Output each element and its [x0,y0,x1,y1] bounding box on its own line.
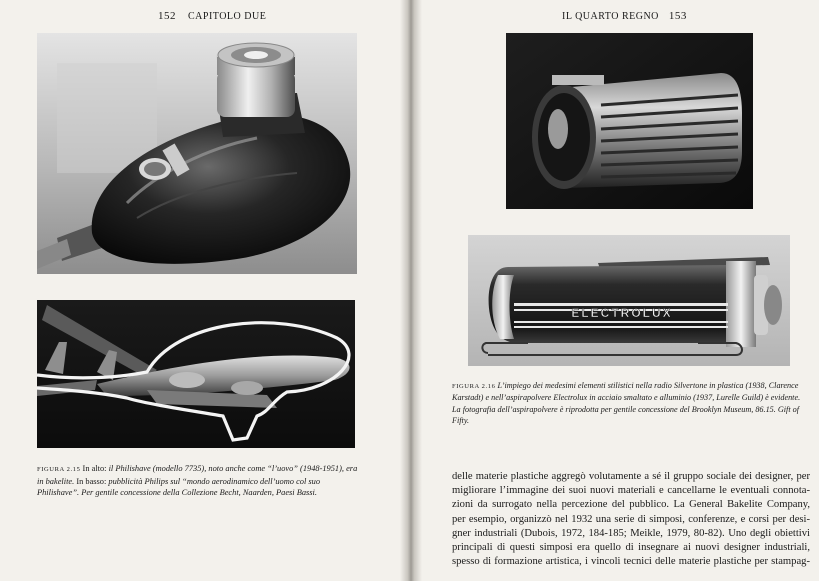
body-line: migliorare l’immagine dei suoi nuovi materiali e cancellarne le eventuali connota- [452,485,810,497]
body-line: zioni da surrogato nella percezione del pubblico. La General Bakelite Company, [452,499,810,511]
body-line: per esempio, organizzò nel 1932 una serie di simposi, conferenze, e corsi per desi- [452,513,810,525]
right-page [412,0,819,581]
body-line: spesso di formazione artistica, i vincoli tecnici delle materie plastiche per stampag- [452,556,810,568]
right-page-number: 153 [668,10,687,22]
body-line: principali di questi simposi era quello di insegnare ai nuovi designer industriali, [452,542,810,554]
right-caption-text: L’impiego dei medesimi elementi stilistici nella radio Silvertone in plastica (1938, Clarence Karstadt) e nell’aspirapolvere Electrolux in acciaio smaltato e alluminio (1937, Lurelle Guild) è evidente. La fotografia dell’aspirapolvere è riprodotta per gentile concessione del Brooklyn Museum, 86.15. Gift of Fifty. [452,381,801,426]
caption-part-2: pubblicità Philips sul “mondo aerodinamico dell’uomo col suo Philishave”. Per gentile concessione della Collezione Becht, Naarden, Paesi Bassi. [37,476,321,497]
shaver-photo [37,33,357,274]
right-figure-caption [452,380,804,427]
right-running-head [562,10,687,22]
left-running-head [158,10,266,22]
right-chapter-title: IL QUARTO REGNO [562,11,659,22]
vacuum-photo [468,235,790,366]
airplane-photo [37,300,355,448]
caption-part-1: il Philishave (modello 7735), noto anche come “l’uovo” (1948-1951), era in bakelite. [37,464,358,486]
body-line: gner industriali (Dubois, 1972, 184-185; Meikle, 1979, 80-82). Uno degli obiettivi [452,527,810,539]
electrolux-wordmark: ELECTROLUX [571,306,673,320]
left-page [0,0,408,581]
left-figure-caption [37,463,359,499]
body-line: delle materie plastiche aggregò volutamente a sé il gruppo sociale dei designer, per [452,471,810,482]
radio-photo [506,33,753,209]
left-figure-label: FIGURA 2.15 [37,466,81,473]
body-text [452,470,810,569]
caption-lead: In alto: [82,464,109,473]
book-gutter [400,0,422,581]
left-chapter-title: CAPITOLO DUE [188,11,267,22]
right-figure-label: FIGURA 2.16 [452,383,496,390]
caption-mid: In basso: [74,476,109,486]
left-page-number: 152 [158,10,176,22]
